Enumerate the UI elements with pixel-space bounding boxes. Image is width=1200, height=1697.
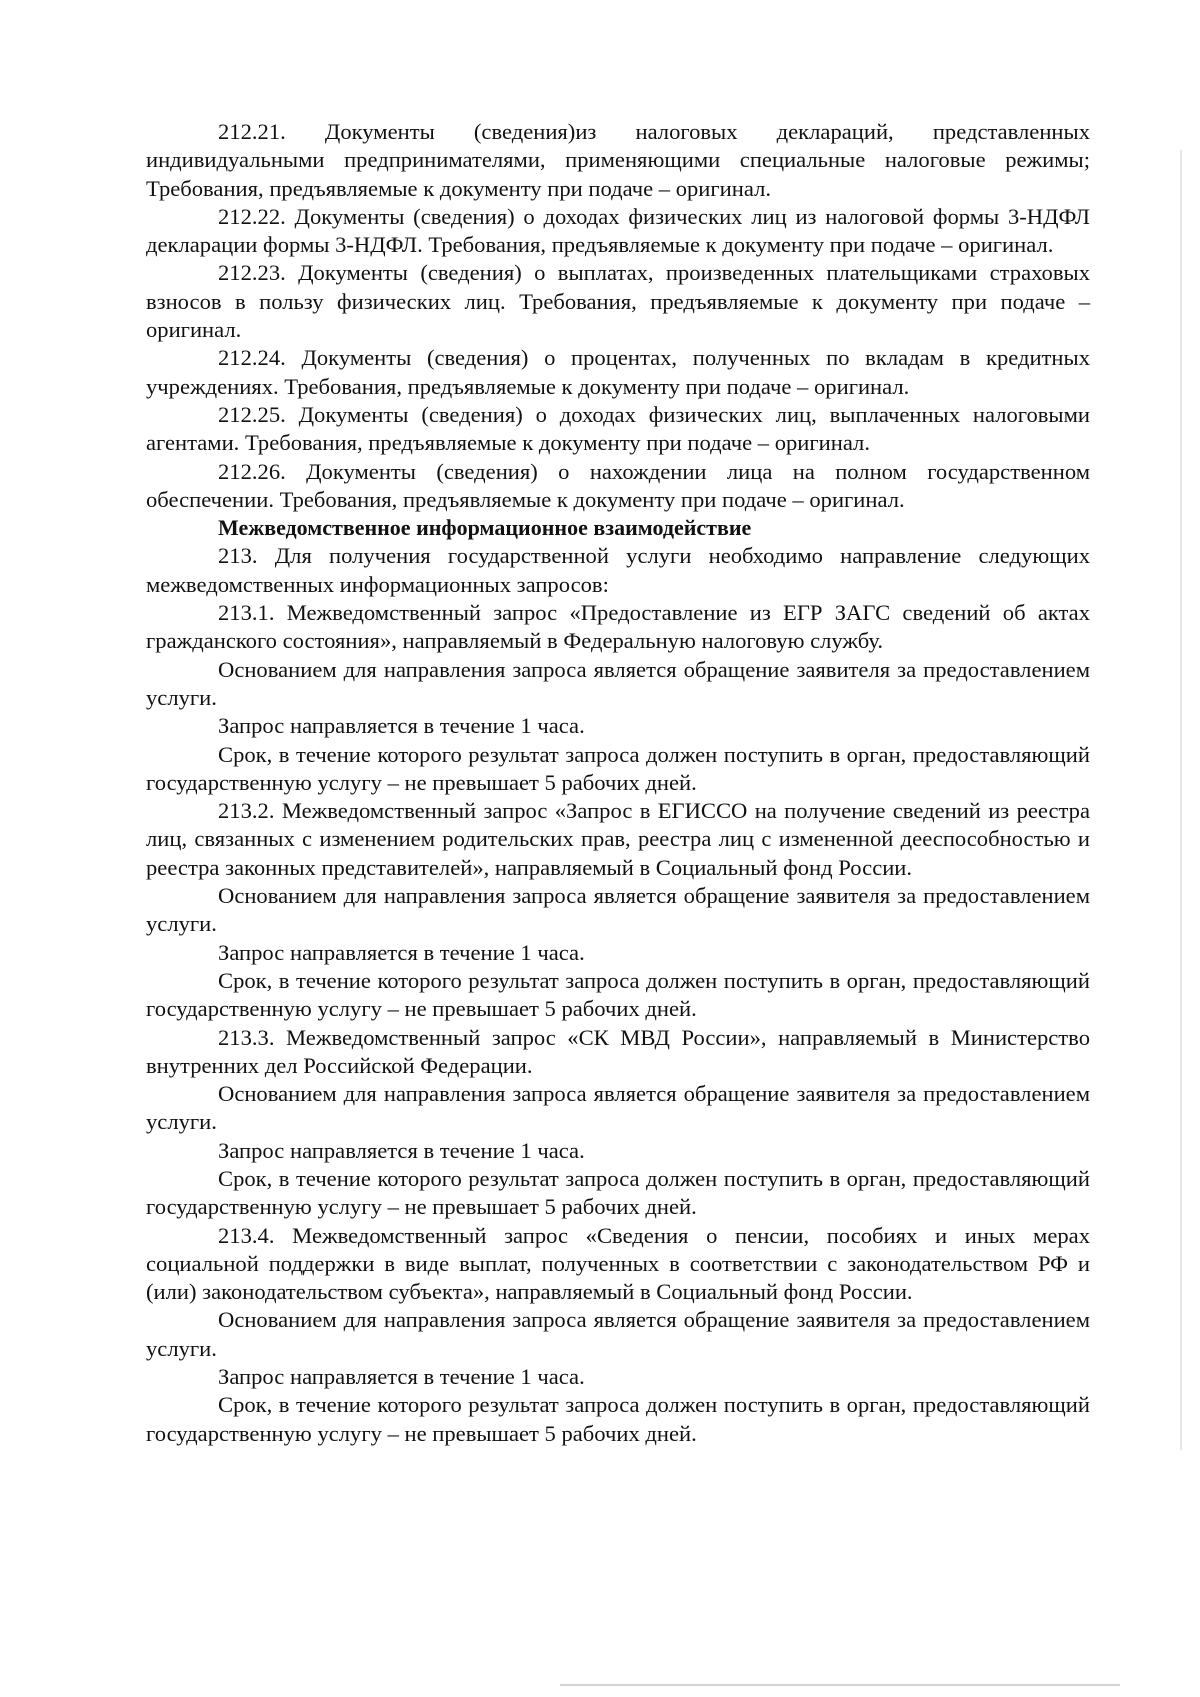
paragraph-request-time: Запрос направляется в течение 1 часа. [218,939,585,965]
section-documents-list [146,118,1090,514]
paragraph-deadline: Срок, в течение которого результат запроса должен поступить в орган, предоставляющий государственную услугу – не превышает 5 рабочих дней. [146,1165,1090,1220]
paragraph-212-24: 212.24. Документы (сведения) о процентах, полученных по вкладам в кредитных учреждениях. Требования, предъявляемые к документу при подаче – оригинал. [146,345,1090,399]
paragraph-212-21: 212.21. Документы (сведения)из налоговых деклараций, представленных индивидуальными предпринимателями, применяющими специальные налоговые режимы; Требования, предъявляемые к документу при подаче – оригинал. [146,119,1090,201]
paragraph-213-3: 213.3. Межведомственный запрос «СК МВД России», направляемый в Министерство внутренних дел Российской Федерации. [146,1024,1090,1078]
scan-bottom-edge [560,1684,1120,1686]
paragraph-213-2: 213.2. Межведомственный запрос «Запрос в ЕГИССО на получение сведений из реестра лиц, связанных с изменением родительских прав, реестра лиц с измененной дееспособностью и реестра законных представителей», направляемый в Социальный фонд России. [146,798,1090,880]
paragraph-request-time: Запрос направляется в течение 1 часа. [218,1137,585,1163]
paragraph-deadline: Срок, в течение которого результат запроса должен поступить в орган, предоставляющий государственную услугу – не превышает 5 рабочих дней. [146,741,1090,795]
paragraph-request-time: Запрос направляется в течение 1 часа. [218,1364,585,1390]
paragraph-213-4: 213.4. Межведомственный запрос «Сведения о пенсии, пособиях и иных мерах социальной поддержки в виде выплат, полученных в соответствии с законодательством РФ и (или) законодательством субъекта», направляемый в Социальный фонд России. [146,1222,1090,1305]
paragraph-213: 213. Для получения государственной услуги необходимо направление следующих межведомственных информационных запросов: [146,543,1090,597]
scan-edge-line [1180,150,1182,1450]
paragraph-deadline: Срок, в течение которого результат запроса должен поступить в орган, предоставляющий государственную услугу – не превышает 5 рабочих дней. [146,1392,1090,1446]
paragraph-basis: Основанием для направления запроса является обращение заявителя за предоставлением услуги. [146,1081,1090,1135]
paragraph-212-23: 212.23. Документы (сведения) о выплатах, произведенных плательщиками страховых взносов в пользу физических лиц. Требования, предъявляемые к документу при подаче – оригинал. [146,260,1090,343]
paragraph-212-26: 212.26. Документы (сведения) о нахождении лица на полном государственном обеспечении. Требования, предъявляемые к документу при подаче – оригинал. [146,458,1090,512]
paragraph-request-time: Запрос направляется в течение 1 часа. [218,713,585,739]
paragraph-basis: Основанием для направления запроса является обращение заявителя за предоставлением услуги. [146,1307,1090,1361]
paragraph-deadline: Срок, в течение которого результат запроса должен поступить в орган, предоставляющий государственную услугу – не превышает 5 рабочих дней. [146,967,1090,1022]
paragraph-213-1: 213.1. Межведомственный запрос «Предоставление из ЕГР ЗАГС сведений об актах гражданского состояния», направляемый в Федеральную налоговую службу. [146,600,1090,654]
section-interagency-requests [146,542,1090,1448]
paragraph-212-25: 212.25. Документы (сведения) о доходах физических лиц, выплаченных налоговыми агентами. Требования, предъявляемые к документу при подаче – оригинал. [146,401,1090,456]
document-body [146,118,1090,1448]
paragraph-basis: Основанием для направления запроса является обращение заявителя за предоставлением услуги. [146,656,1090,710]
paragraph-212-22: 212.22. Документы (сведения) о доходах физических лиц из налоговой формы 3-НДФЛ декларации формы 3-НДФЛ. Требования, предъявляемые к документу при подаче – оригинал. [146,203,1090,258]
section-heading: Межведомственное информационное взаимодействие [218,515,752,541]
paragraph-basis: Основанием для направления запроса является обращение заявителя за предоставлением услуги. [146,883,1090,937]
